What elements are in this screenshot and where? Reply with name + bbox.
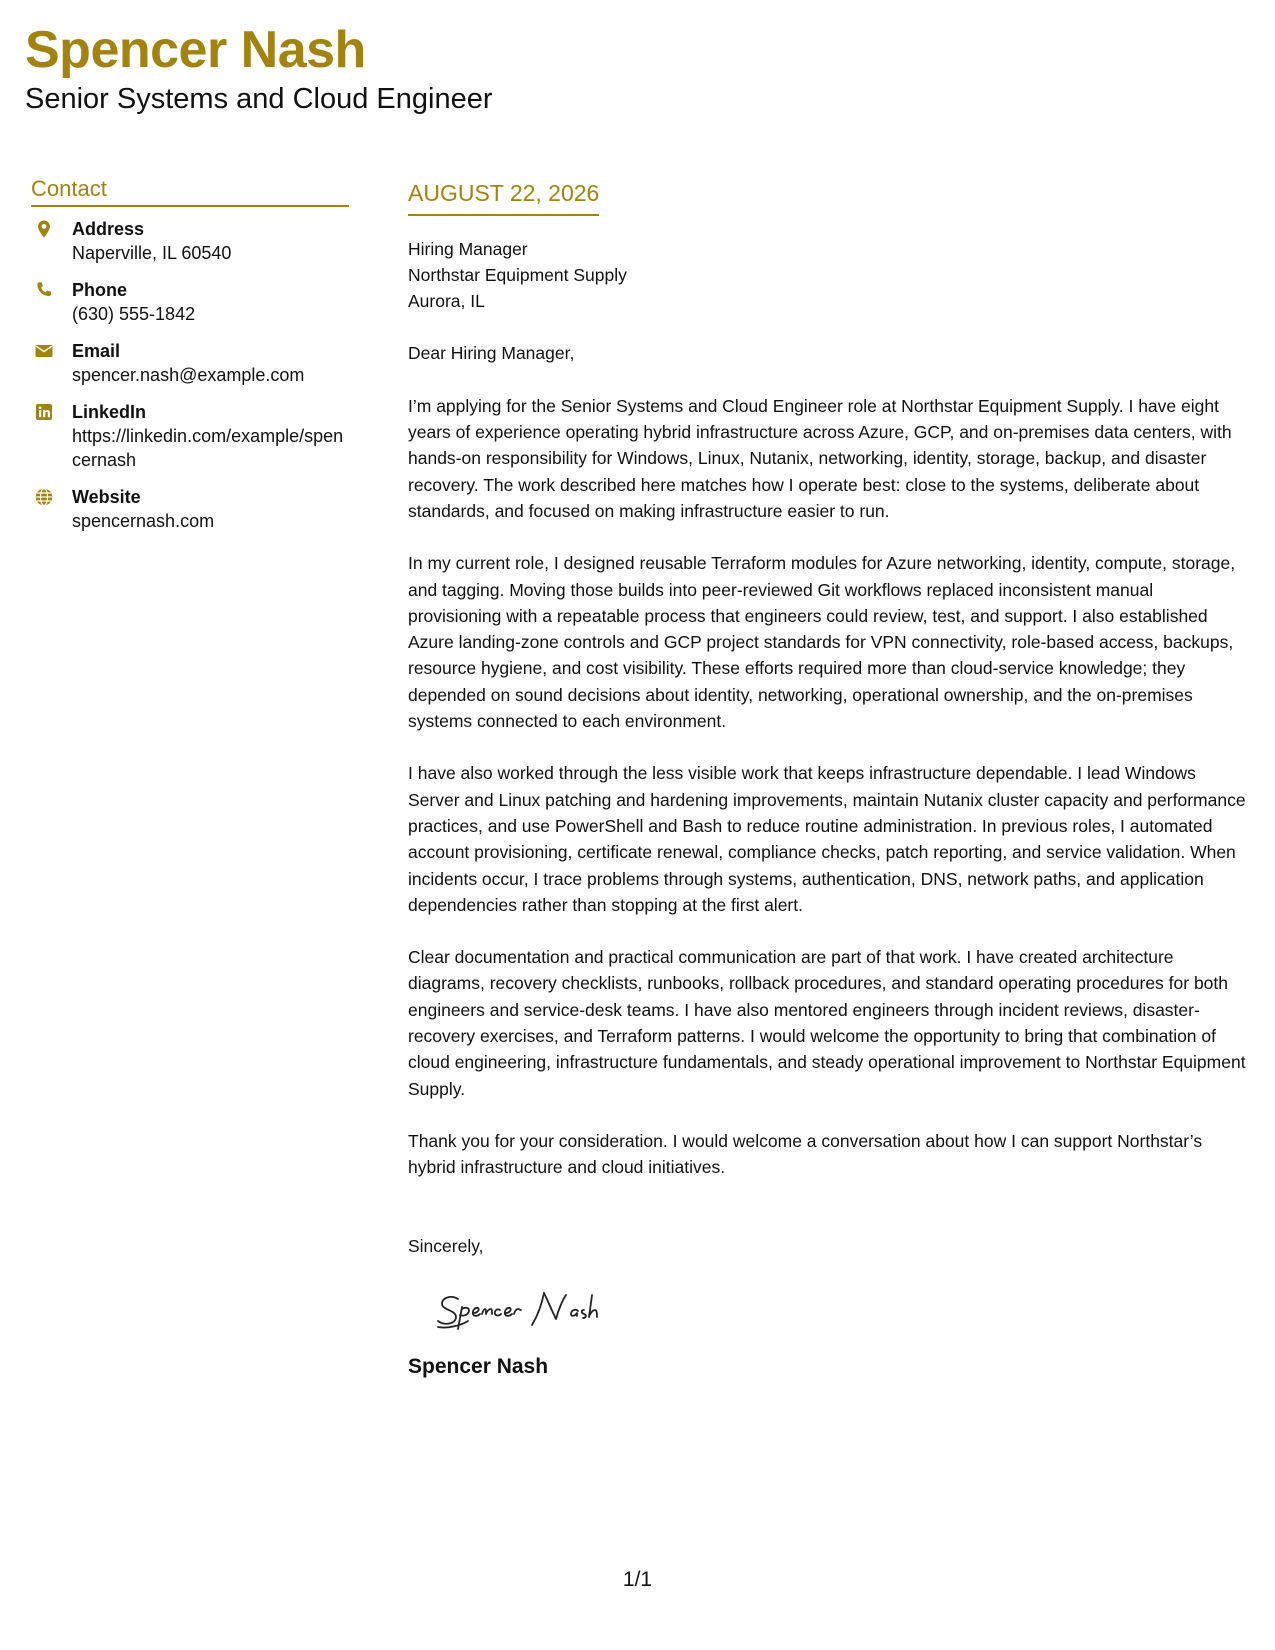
letter-paragraph: I’m applying for the Senior Systems and Cloud Engineer role at Northstar Equipment Supply. I have eight years of experience operating hybrid infrastructure across Azure, GCP, and on-premises data centers, with hands-on responsibility for Windows, Linux, Nutanix, networking, identity, storage, backup, and disaster recovery. The work described here matches how I operate best: close to the systems, deliberate about standards, and focused on making infrastructure easier to run. bbox=[408, 395, 1232, 521]
email-icon bbox=[34, 341, 56, 363]
closing: Sincerely, bbox=[408, 1235, 484, 1256]
recipient-line: Northstar Equipment Supply bbox=[408, 264, 627, 285]
contact-label: Address bbox=[72, 219, 145, 240]
contact-value: spencer.nash@example.com bbox=[72, 365, 305, 386]
linkedin-icon bbox=[34, 402, 56, 424]
letter-paragraph: Clear documentation and practical communication are part of that work. I have created architecture diagrams, recovery checklists, runbooks, rollback procedures, and standard operating procedures for both engineers and service-desk teams. I have also mentored engineers through incident reviews, disaster-recovery exercises, and Terraform patterns. I would welcome the opportunity to bring that combination of cloud engineering, infrastructure fundamentals, and steady operational improvement to Northstar Equipment Supply. bbox=[408, 947, 1246, 1099]
recipient-line: Aurora, IL bbox=[408, 291, 485, 312]
contact-label: Email bbox=[72, 341, 121, 362]
page-number: 1/1 bbox=[622, 1568, 653, 1591]
contact-heading: Contact bbox=[31, 176, 349, 207]
contact-value: Naperville, IL 60540 bbox=[72, 243, 232, 264]
signature-image bbox=[432, 1283, 1248, 1339]
applicant-role: Senior Systems and Cloud Engineer bbox=[25, 83, 493, 115]
globe-icon bbox=[34, 487, 56, 509]
resume-header bbox=[25, 21, 493, 116]
contact-item-phone bbox=[31, 278, 349, 326]
applicant-name: Spencer Nash bbox=[25, 21, 366, 79]
contact-value: (630) 555-1842 bbox=[72, 304, 196, 325]
letter-paragraph: I have also worked through the less visible work that keeps infrastructure dependable. I lead Windows Server and Linux patching and hardening improvements, maintain Nutanix cluster capacity and performance practices, and use PowerShell and Bash to reduce routine administration. In previous roles, I automated account provisioning, certificate renewal, compliance checks, patch reporting, and service validation. When incidents occur, I trace problems through systems, authentication, DNS, network paths, and application dependencies rather than stopping at the first alert. bbox=[408, 763, 1246, 915]
signed-name: Spencer Nash bbox=[408, 1354, 549, 1378]
letter-body bbox=[408, 176, 1248, 1379]
contact-item-address bbox=[31, 217, 349, 265]
contact-value: spencernash.com bbox=[72, 511, 215, 532]
contact-item-linkedin bbox=[31, 400, 349, 472]
contact-item-email bbox=[31, 339, 349, 387]
contact-item-website bbox=[31, 485, 349, 533]
letter-paragraph: Thank you for your consideration. I would welcome a conversation about how I can support Northstar’s hybrid infrastructure and cloud initiatives. bbox=[408, 1130, 1203, 1178]
contact-label: LinkedIn bbox=[72, 402, 147, 423]
contact-value: https://linkedin.com/example/spencernash bbox=[72, 426, 344, 471]
salutation: Dear Hiring Manager, bbox=[408, 343, 575, 364]
contact-label: Phone bbox=[72, 280, 128, 301]
recipient-block bbox=[408, 236, 1248, 315]
contact-label: Website bbox=[72, 487, 141, 508]
letter-date: AUGUST 22, 2026 bbox=[408, 180, 599, 216]
location-pin-icon bbox=[34, 219, 56, 241]
contact-sidebar bbox=[31, 176, 349, 546]
phone-icon bbox=[34, 280, 56, 302]
letter-paragraph: In my current role, I designed reusable Terraform modules for Azure networking, identity, compute, storage, and tagging. Moving those builds into peer-reviewed Git workflows replaced inconsistent manual provisioning with a repeatable process that engineers could review, test, and support. I also established Azure landing-zone controls and GCP project standards for VPN connectivity, role-based access, backups, resource hygiene, and cost visibility. These efforts required more than cloud-service knowledge; they depended on sound decisions about identity, networking, operational ownership, and the on-premises systems connected to each environment. bbox=[408, 553, 1236, 732]
recipient-line: Hiring Manager bbox=[408, 238, 528, 259]
